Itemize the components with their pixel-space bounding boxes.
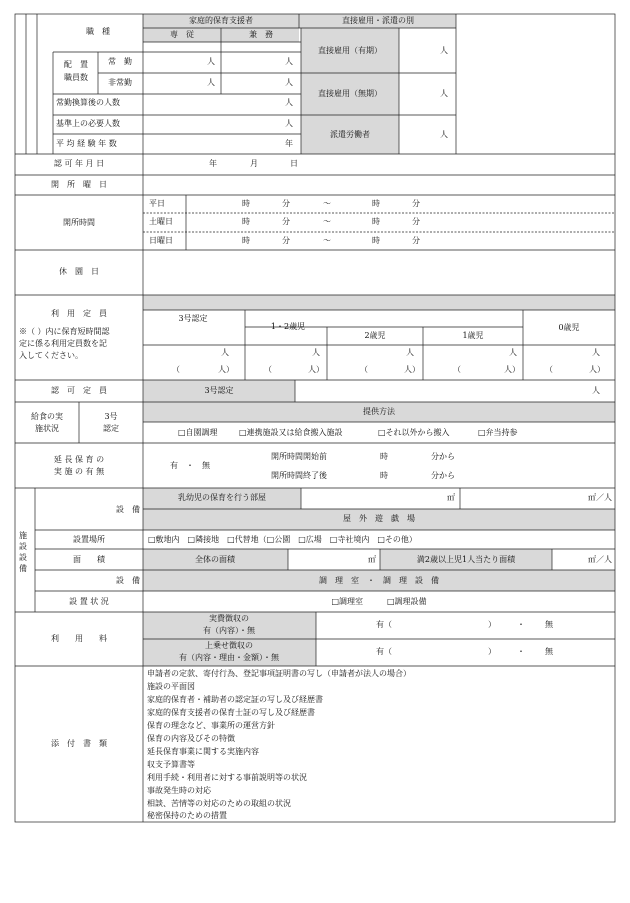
riyouryou-r1-paren: ） <box>488 620 496 629</box>
nichiyoubi-label: 日曜日 <box>149 236 173 245</box>
teiin-go3-header: 3号認定 <box>178 314 208 323</box>
teiin-sai0-open: （ <box>545 365 553 374</box>
yuki-unit: 人 <box>440 46 448 55</box>
kyushoku-opt-jien[interactable]: □自園調理 <box>178 428 218 437</box>
shokushu-label: 職 種 <box>86 27 110 36</box>
riyou-teiin-note1: ※（ ）内に保育短時間認 <box>19 327 110 336</box>
tenpu-item-1: 申請者の定款、寄付行為、登記事項証明書の写し（申請者が法人の場合） <box>147 669 411 678</box>
riyouryou-r2-dot: ・ <box>517 647 525 656</box>
nyuyouji-m2: ㎡ <box>447 493 455 502</box>
shisetsu-side-1: 施 <box>19 531 27 540</box>
riyouryou-r2-paren: ） <box>488 647 496 656</box>
man2-m2-per: ㎡／人 <box>588 555 612 564</box>
teiin-sai1-nin: 人 <box>509 348 517 357</box>
tenpu-item-2: 施設の平面図 <box>147 682 195 691</box>
tenpu-item-11: 相談、苦情等の対応のための取組の状況 <box>147 799 291 808</box>
tenpu-item-3: 家庭的保育者・補助者の認定証の写し及び経歴書 <box>147 695 323 704</box>
haken-unit: 人 <box>440 130 448 139</box>
kyushoku-go1: 3号 <box>104 412 118 421</box>
teiin-go3-nin: 人 <box>221 348 229 357</box>
kennmu-header: 兼 務 <box>249 30 273 39</box>
shisetsu-side-2: 設 <box>19 542 27 551</box>
hijokin-senju-unit: 人 <box>207 78 215 87</box>
nyuyouji-m2-per: ㎡／人 <box>588 493 612 502</box>
jokin-label: 常 勤 <box>108 57 132 66</box>
chori-label: 調 理 室 ・ 調 理 設 備 <box>319 576 439 585</box>
encho-start-ji: 時 <box>380 452 388 461</box>
encho-end-ji: 時 <box>380 471 388 480</box>
zentai-label: 全体の面積 <box>195 555 235 564</box>
shisetsu-setsubi2-label: 設 備 <box>116 576 140 585</box>
jokin-kansan-label: 常勤換算後の人数 <box>56 98 120 107</box>
nichiyoubi-ji2: 時 <box>372 236 380 245</box>
ninka-label: 認 可 年 月 日 <box>53 159 105 168</box>
teiin-sai2-header: 2歳児 <box>364 331 386 340</box>
teiin-go3-open: （ <box>172 365 180 374</box>
encho-label1: 延 長 保 育 の <box>53 455 105 464</box>
basho-label: 設置場所 <box>73 535 105 544</box>
nichiyoubi-kara: 〜 <box>323 236 331 245</box>
heijitsu-label: 平日 <box>149 199 165 208</box>
kyushoku-go2: 認定 <box>103 424 119 433</box>
kaisho-youbi-label: 開 所 曜 日 <box>51 180 107 189</box>
tenpu-item-5: 保育の理念など、事業所の運営方針 <box>147 721 275 730</box>
teiin-sai1-open: （ <box>453 365 461 374</box>
teiin-sai12-header: 1・2歳児 <box>270 322 306 331</box>
ninka-tsuki: 月 <box>250 159 258 168</box>
chokusetsu-haken-header: 直接雇用・派遣の別 <box>342 16 414 25</box>
heijitsu-ji1: 時 <box>242 199 250 208</box>
kyushoku-label1: 給食の実 <box>31 412 63 421</box>
nichiyoubi-ji1: 時 <box>242 236 250 245</box>
jokin-kennmu-unit: 人 <box>285 57 293 66</box>
encho-start-fun: 分から <box>431 452 455 461</box>
riyou-teiin-note3: 入してください。 <box>19 351 83 360</box>
tenpu-label: 添 付 書 類 <box>51 739 107 748</box>
haken-label: 派遣労働者 <box>330 130 370 139</box>
kateiteki-header: 家庭的保育支援者 <box>189 16 253 25</box>
kyushoku-opt-renkei[interactable]: □連携施設又は給食搬入施設 <box>239 428 343 437</box>
riyouryou-r1b: 有（内容）・無 <box>203 626 255 635</box>
kyushoku-label2: 施状況 <box>35 424 59 433</box>
riyouryou-r1-dot: ・ <box>517 620 525 629</box>
riyouryou-label: 利 用 料 <box>51 634 107 643</box>
teiin-sai1-close: 人） <box>504 365 520 374</box>
tenpu-item-10: 事故発生時の対応 <box>147 786 211 795</box>
haichi-label: 配 置 <box>64 60 88 69</box>
muki-label: 直接雇用（無期） <box>318 89 382 98</box>
ninka-teiin-nin: 人 <box>592 386 600 395</box>
heijitsu-ji2: 時 <box>372 199 380 208</box>
kijun-label: 基準上の必要人数 <box>56 119 120 128</box>
kyushoku-opt-bento[interactable]: □弁当持参 <box>478 428 518 437</box>
teiin-sai2-open: （ <box>360 365 368 374</box>
teiin-sai12-nin: 人 <box>312 348 320 357</box>
hijokin-label: 非常勤 <box>108 78 132 87</box>
jokin-kansan-unit: 人 <box>285 98 293 107</box>
riyouryou-r2-ari: 有（ <box>376 647 392 656</box>
teiin-sai0-close: 人） <box>589 365 605 374</box>
heijitsu-kara: 〜 <box>323 199 331 208</box>
riyou-teiin-note2: 定に係る利用定員数を記 <box>19 339 107 348</box>
heikin-label: 平 均 経 験 年 数 <box>56 139 117 148</box>
kyuen-label: 休 園 日 <box>59 267 99 276</box>
encho-end-fun: 分から <box>431 471 455 480</box>
doyoubi-ji2: 時 <box>372 217 380 226</box>
hijokin-kennmu-unit: 人 <box>285 78 293 87</box>
nyuyouji-label: 乳幼児の保育を行う部屋 <box>178 493 266 502</box>
riyouryou-r1-nashi: 無 <box>545 620 553 629</box>
teiin-sai2-nin: 人 <box>406 348 414 357</box>
basho-options[interactable]: □敷地内 □隣接地 □代替地（□公園 □広場 □寺社境内 □その他） <box>148 535 417 544</box>
teiin-go3-close: 人） <box>218 365 234 374</box>
okugai-label: 屋 外 遊 戯 場 <box>343 514 415 523</box>
heijitsu-fun2: 分 <box>412 199 420 208</box>
shisetsu-side-3: 設 <box>19 553 27 562</box>
tenpu-item-6: 保育の内容及びその特徴 <box>147 734 235 743</box>
shisetsu-side-4: 備 <box>19 564 27 573</box>
riyouryou-r1a: 実費徴収の <box>209 614 249 623</box>
encho-umu[interactable]: 有 ・ 無 <box>170 461 210 470</box>
doyoubi-fun2: 分 <box>412 217 420 226</box>
riyouryou-r1-ari: 有（ <box>376 620 392 629</box>
riyouryou-r2-nashi: 無 <box>545 647 553 656</box>
nichiyoubi-fun2: 分 <box>412 236 420 245</box>
kaisho-jikan-label: 開所時間 <box>63 218 95 227</box>
ninka-teiin-label: 認 可 定 員 <box>51 386 107 395</box>
encho-label2: 実 施 の 有 無 <box>53 467 105 476</box>
ninka-teiin-go3: 3号認定 <box>204 386 234 395</box>
kyushoku-houhou: 提供方法 <box>363 407 395 416</box>
doyoubi-kara: 〜 <box>323 217 331 226</box>
kijun-unit: 人 <box>285 119 293 128</box>
tenpu-item-7: 延長保育事業に関する実施内容 <box>147 747 259 756</box>
ninka-nen: 年 <box>209 159 217 168</box>
teiin-sai1-header: 1歳児 <box>462 331 484 340</box>
tenpu-item-9: 利用手続・利用者に対する事前説明等の状況 <box>147 773 307 782</box>
joukyou-label: 設 置 状 況 <box>69 597 109 606</box>
muki-unit: 人 <box>440 89 448 98</box>
shokuinsu-label: 職員数 <box>64 73 88 82</box>
encho-start-label: 開所時間開始前 <box>271 452 327 461</box>
kyushoku-opt-sonota[interactable]: □それ以外から搬入 <box>378 428 450 437</box>
tenpu-item-4: 家庭的保育支援者の保育士証の写し及び経歴書 <box>147 708 315 717</box>
man2-label: 満2歳以上児1人当たり面積 <box>416 555 516 564</box>
teiin-sai12-close: 人） <box>308 365 324 374</box>
heijitsu-fun1: 分 <box>282 199 290 208</box>
tenpu-item-8: 収支予算書等 <box>147 760 195 769</box>
shisetsu-setsubi-label: 設 備 <box>116 505 140 514</box>
heikin-unit: 年 <box>285 139 293 148</box>
encho-end-label: 開所時間終了後 <box>271 471 327 480</box>
zentai-m2: ㎡ <box>368 555 376 564</box>
chori-options[interactable]: □調理室 □調理設備 <box>331 597 427 606</box>
riyouryou-r2a: 上乗せ徴収の <box>205 641 253 650</box>
teiin-sai0-nin: 人 <box>592 348 600 357</box>
riyou-teiin-label: 利 用 定 員 <box>51 309 107 318</box>
teiin-sai12-open: （ <box>264 365 272 374</box>
doyoubi-fun1: 分 <box>282 217 290 226</box>
teiin-sai0-header: 0歳児 <box>558 323 580 332</box>
teiin-sai2-close: 人） <box>404 365 420 374</box>
senju-header: 専 従 <box>170 30 194 39</box>
riyouryou-r2b: 有（内容・理由・金額）・無 <box>179 653 279 662</box>
doyoubi-ji1: 時 <box>242 217 250 226</box>
menseki-label: 面 積 <box>73 555 105 564</box>
tenpu-item-12: 秘密保持のための措置 <box>147 811 227 820</box>
nichiyoubi-fun1: 分 <box>282 236 290 245</box>
yuki-label: 直接雇用（有期） <box>318 46 382 55</box>
doyoubi-label: 土曜日 <box>149 217 173 226</box>
ninka-hi: 日 <box>290 159 298 168</box>
jokin-senju-unit: 人 <box>207 57 215 66</box>
